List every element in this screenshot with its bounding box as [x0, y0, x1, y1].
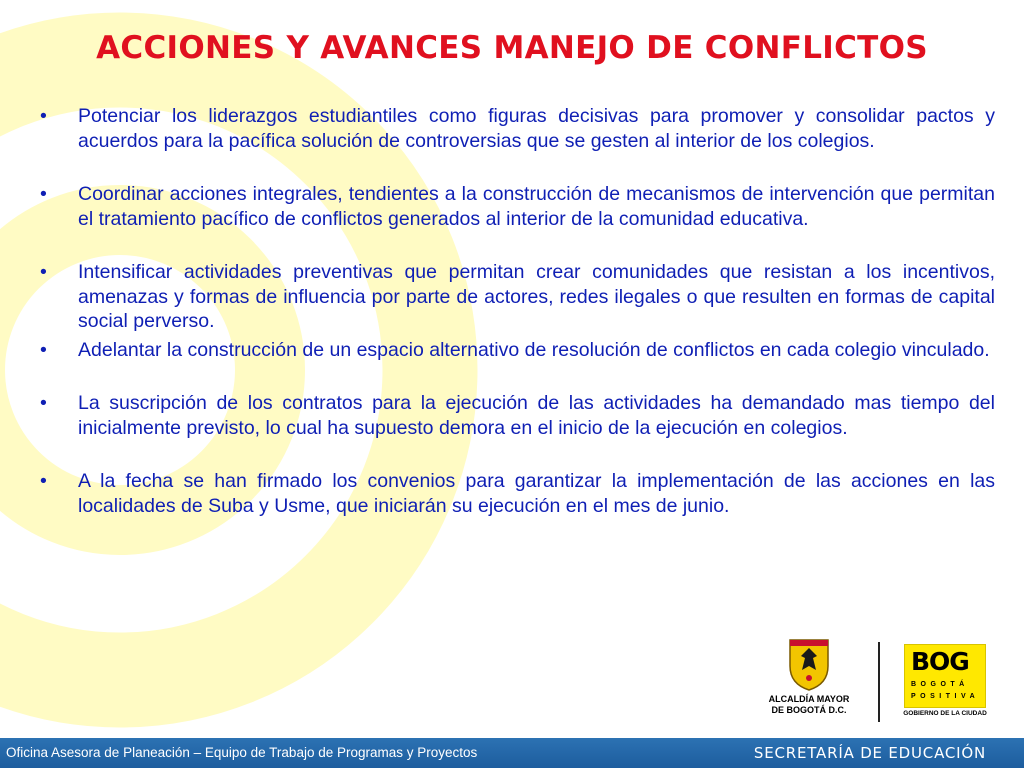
- bogota-positiva-logo: [904, 644, 986, 708]
- bullet-text: A la fecha se han firmado los convenios para garantizar la implementación de las acciones en las localidades de Suba y Usme, que iniciarán su ejecución en el mes de junio.: [78, 470, 995, 517]
- gobierno-label: GOBIERNO DE LA CIUDAD: [903, 710, 987, 717]
- footer-bar: [0, 738, 1024, 768]
- bullet-item: [30, 104, 995, 153]
- bullet-item: [30, 260, 995, 334]
- alcaldia-line-1: ALCALDÍA MAYOR: [768, 694, 850, 704]
- bullet-marker: •: [40, 261, 47, 283]
- logo-divider: [878, 642, 880, 722]
- footer-secretaria-text: SECRETARÍA DE EDUCACIÓN: [753, 744, 986, 762]
- institution-logos: [756, 636, 992, 732]
- bullet-text: Intensificar actividades preventivas que permitan crear comunidades que resistan a los incentivos, amenazas y formas de influencia por parte de actores, redes ilegales o que resulten en formas de capital social perverso.: [78, 261, 995, 332]
- bog-wordmark: BOG: [911, 647, 969, 676]
- footer-office-text: Oficina Asesora de Planeación – Equipo de Trabajo de Programas y Proyectos: [6, 745, 478, 760]
- bullet-item: [30, 391, 995, 440]
- bullet-marker: •: [40, 392, 47, 414]
- bullet-marker: •: [40, 338, 47, 361]
- bullet-item: [30, 338, 995, 363]
- bullet-list: [30, 104, 995, 518]
- alcaldia-label: [756, 694, 862, 716]
- bog-subtitle-1: BOGOTÁ: [911, 681, 969, 688]
- bullet-item: [30, 182, 995, 231]
- bullet-marker: •: [40, 105, 47, 127]
- bullet-text: La suscripción de los contratos para la ejecución de las actividades ha demandado mas tiempo del inicialmente previsto, lo cual ha supuesto demora en el inicio de la ejecución en colegios.: [78, 392, 995, 439]
- bullet-text: Adelantar la construcción de un espacio alternativo de resolución de conflictos en cada colegio vinculado.: [78, 338, 990, 361]
- slide-title: ACCIONES Y AVANCES MANEJO DE CONFLICTOS: [96, 30, 928, 66]
- bullet-item: [30, 469, 995, 518]
- bullet-text: Coordinar acciones integrales, tendientes a la construcción de mecanismos de intervención que permitan el tratamiento pacífico de conflictos generados al interior de la comunidad educativa.: [78, 183, 995, 230]
- bullet-marker: •: [40, 183, 47, 205]
- bogota-coat-of-arms-icon: [786, 636, 832, 692]
- bog-subtitle-2: POSITIVA: [911, 693, 980, 700]
- alcaldia-line-2: DE BOGOTÁ D.C.: [771, 705, 847, 715]
- bullet-text: Potenciar los liderazgos estudiantiles como figuras decisivas para promover y consolidar pactos y acuerdos para la pacífica solución de controversias que se gesten al interior de los colegios.: [78, 105, 995, 152]
- bullet-marker: •: [40, 470, 47, 492]
